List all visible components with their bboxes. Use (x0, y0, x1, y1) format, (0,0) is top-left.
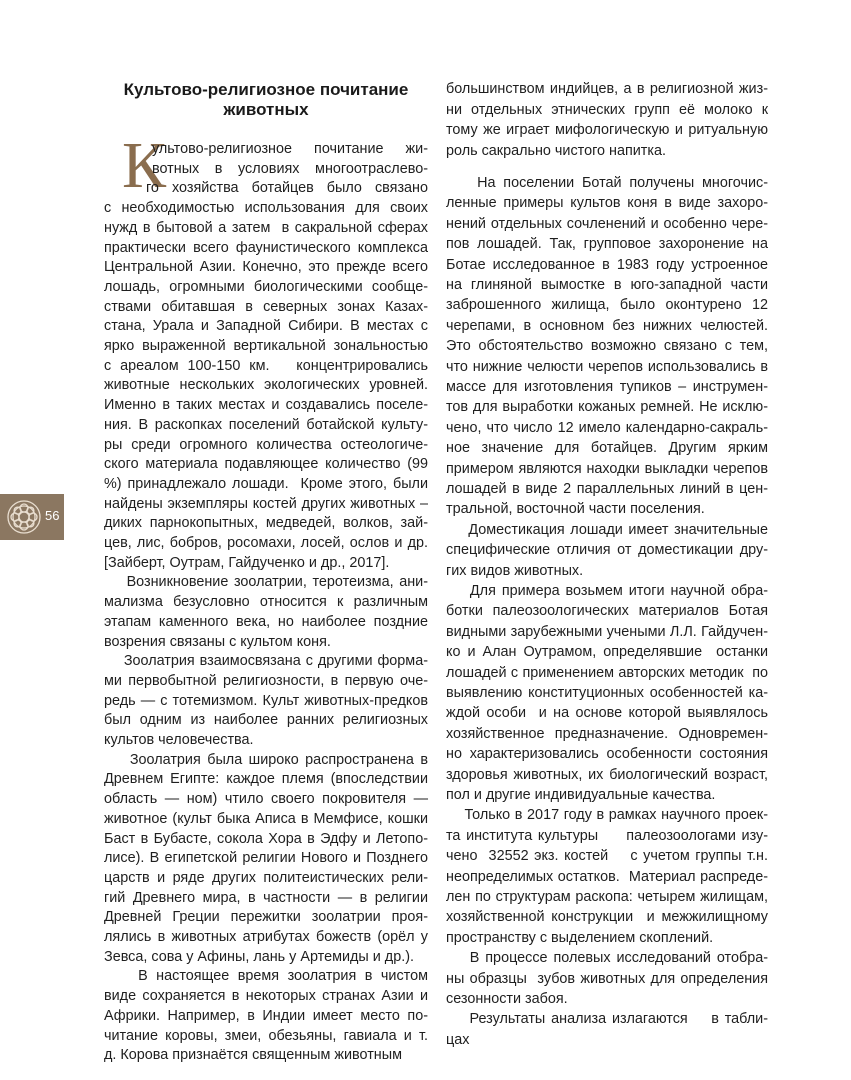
text-line: возрения связаны с культом коня. (104, 633, 331, 650)
page-number: 56 (45, 508, 60, 523)
ornament-icon (6, 499, 42, 535)
text-line: Для примера возьмем итоги научной обра- (446, 583, 768, 599)
text-line: д. Корова признаётся священным животным (104, 1047, 402, 1064)
text-line: роль сакрально чистого напитка. (446, 142, 667, 159)
text-line: читание коровы, змеи, обезьяны, гавиала и т. (104, 1027, 428, 1044)
text-line: гий Древнего мира, в частности — в религии (104, 889, 428, 906)
text-line: стана, Урала и Западной Сибири. В местах с (104, 318, 428, 335)
text-line: На поселении Ботай получены многочис- (446, 175, 768, 191)
text-line: животное (культ быка Аписа в Мемфисе, кошки (104, 810, 428, 827)
text-line: ленные примеры культов коня в виде захоро- (446, 195, 768, 212)
text-line: тому же играет мифологическую и ритуальную (446, 122, 768, 138)
text-line: го хозяйства ботайцев было связано (146, 180, 428, 197)
text-line: лисе). В египетской религии Нового и Позднего (104, 850, 428, 867)
text-line: Африки. Например, в Индии имеет место по- (104, 1007, 428, 1024)
text-line: ко и Алан Оутрамом, определявшие останки (446, 644, 768, 661)
text-line: животные нескольких экологических уровней. (104, 377, 428, 394)
text-line: ярко выраженной вертикальной зональностью (104, 338, 428, 354)
text-line: практически всего фаунистического комплекса (104, 239, 428, 256)
text-line: нений отдельных сочленений и особенно чере- (446, 215, 768, 232)
text-line: на глиняной вымостке в юго-западной части (446, 277, 768, 293)
text-line: лен по структурам раскопа: четырем жилищам, (446, 889, 768, 905)
text-line: хозяйственное предназначение. Одновремен- (446, 725, 768, 742)
text-line: чено, что число 12 имело календарно-сакраль- (446, 419, 768, 436)
text-line: выявлению конституционных особенностей ка- (446, 685, 768, 701)
text-line: найдены экземпляры костей других животных – (104, 495, 428, 512)
text-line: с необходимостью использования для своих (104, 200, 428, 217)
text-line: Зоолатрия взаимосвязана с другими форма- (104, 653, 428, 670)
text-line: та института культуры палеозоологами изу- (446, 827, 768, 844)
text-line: Древнем Египте: каждое племя (впоследствии (104, 771, 428, 788)
text-line: виде сохраняется в некоторых странах Азии и (104, 988, 428, 1005)
text-line: видными зарубежными учеными Л.Л. Гайдучен- (446, 623, 768, 640)
text-line: ботки палеозоологических материалов Ботая (446, 603, 768, 620)
text-line: но характеризовались особенности состояния (446, 746, 768, 763)
text-line: Зевса, сова у Афины, лань у Артемиды и др.). (104, 948, 414, 965)
text-line: Возникновение зоолатрии, теротеизма, ани- (104, 574, 428, 591)
text-line: ны образцы зубов животных для определения (446, 970, 768, 987)
text-line: был одним из наиболее ранних религиозных (104, 712, 428, 729)
text-line: пространству с выделением скоплений. (446, 929, 714, 946)
text-line: культов человечества. (104, 732, 254, 748)
text-line: хозяйственной конструкции и межжилищному (446, 909, 768, 926)
text-line: гих видов животных. (446, 562, 584, 579)
text-line: ры среди огромного количества остеологиче- (104, 436, 428, 453)
text-line: мализма безусловно относится к различным (104, 594, 428, 611)
text-line: область — ном) чтило своего покровителя — (104, 791, 428, 808)
text-line: этапам каменного века, но наиболее поздние (104, 613, 428, 630)
text-line: тов для выработки кожаных ремней. Не исклю- (446, 399, 768, 416)
text-line: редь — с тотемизмом. Культ животных-предков (104, 692, 428, 709)
text-line: пол и другие индивидуальные качества. (446, 787, 716, 803)
text-line: В процессе полевых исследований отобра- (446, 950, 768, 967)
text-line: царств и ряде других политеистических рели- (104, 869, 428, 886)
text-line: сезонности забоя. (446, 991, 568, 1007)
text-line: цев, лис, бобров, росомахи, лосей, ослов и др. (104, 535, 428, 551)
text-line: Именно в таких местах и создавались поселе- (104, 397, 428, 414)
text-line: ное значение для ботайцев. Другим ярким (446, 440, 768, 457)
text-line: Это обстоятельство возможно связано с тем, (446, 338, 768, 355)
text-line: заброшенного жилища, было оконтурено 12 (446, 297, 768, 314)
drop-cap: К (122, 129, 167, 202)
text-line: Центральной Азии. Конечно, это прежде всего (104, 259, 428, 276)
text-line: тральной, восточной части поселения. (446, 501, 705, 518)
text-line: примером являются находки выкладки черепов (446, 460, 768, 477)
text-line: Зоолатрия была широко распространена в (104, 751, 428, 768)
text-line: вотных в условиях многоотраслево- (152, 160, 428, 177)
text-line: ния. В раскопках поселений ботайской культу- (104, 416, 428, 433)
text-line: Баст в Бубасте, сокола Хора в Эдфу и Летопо- (104, 830, 428, 847)
text-line: черепами, в основном без нижних челюстей. (446, 317, 768, 334)
article-title-line: Культово-религиозное почитание (123, 80, 409, 99)
text-line: цах (446, 1031, 470, 1048)
text-line: [Зайберт, Оутрам, Гайдученко и др., 2017]. (104, 554, 390, 571)
text-line: ского материала подавляющее количество (99 (104, 456, 428, 473)
text-line: ультово-религиозное почитание жи- (152, 141, 428, 157)
text-line: ни отдельных этнических групп её молоко к (446, 101, 768, 118)
text-line: специфические отличия от доместикации дру- (446, 542, 768, 559)
text-line: ждой особи и на основе которой выявлялось (446, 705, 768, 722)
text-line: Ботае исследованное в 1983 году устроенное (446, 256, 768, 273)
text-line: диких парнокопытных, медведей, волков, зай- (104, 515, 428, 532)
text-line: Древней Греции пережитки зоолатрии проя- (104, 909, 428, 926)
text-line: Доместикация лошади имеет значительные (446, 521, 768, 538)
text-line: большинством индийцев, а в религиозной жиз- (446, 81, 768, 97)
text-line: В настоящее время зоолатрия в чистом (104, 968, 428, 985)
text-line: ствами обитавшая в северных зонах Казах- (104, 298, 428, 315)
text-line: нужд в бытовой а затем в сакральной сферах (104, 219, 428, 236)
text-line: ми первобытной религиозности, в первую оче- (104, 672, 428, 689)
text-line: лошадей в виде 2 параллельных линий в цен- (446, 481, 768, 497)
text-line: неопределимых остатков. Материал распреде- (446, 868, 768, 885)
text-line: Результаты анализа излагаются в табли- (446, 1011, 768, 1028)
article-title-line: животных (223, 100, 309, 119)
text-line: здоровья животных, их биологический возраст, (446, 766, 768, 783)
page-number-tab (0, 494, 64, 540)
text-line: что нижние челюсти черепов использовались в (446, 358, 768, 375)
text-line: %) принадлежало лошади. Кроме этого, были (104, 475, 428, 492)
text-line: с ареалом 100-150 км. концентрировались (104, 357, 428, 374)
text-line: лялись в животных атрибутах божеств (орёл у (104, 929, 428, 945)
text-line: лошадь, огромными биологическими сообще- (104, 278, 428, 295)
text-line: лошадей с применением авторских методик по (446, 664, 768, 681)
article-title (104, 80, 428, 120)
text-line: Только в 2017 году в рамках научного проек- (446, 807, 768, 824)
text-line: массе для изготовления тупиков – инструмен- (446, 379, 768, 395)
text-line: чено 32552 экз. костей с учетом группы т.н. (446, 848, 768, 865)
text-line: пов лошадей. Так, групповое захоронение на (446, 236, 768, 253)
